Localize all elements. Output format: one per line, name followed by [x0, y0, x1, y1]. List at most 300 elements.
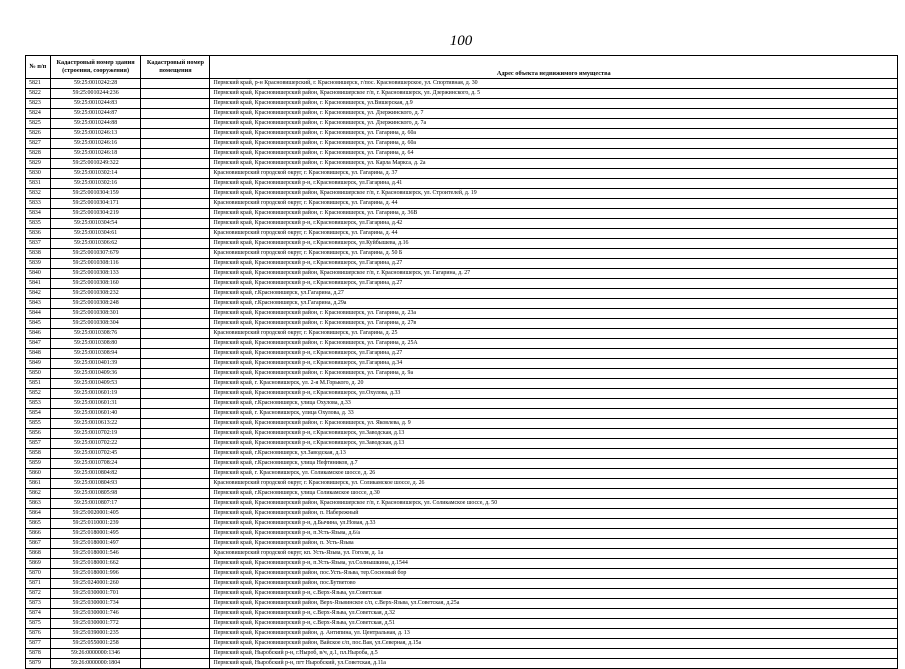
object-address: Пермский край, г. Красновишерск, улица Охулова, д. 33 [210, 409, 898, 419]
premises-cadastral-number [141, 189, 210, 199]
table-row [26, 659, 898, 669]
table-row [26, 419, 898, 429]
premises-cadastral-number [141, 629, 210, 639]
building-cadastral-number: 59:26:0000000:1346 [50, 649, 141, 659]
table-row [26, 519, 898, 529]
row-number: 5832 [26, 189, 51, 199]
object-address: Пермский край, Красновишерский р-н, с.Верх-Язьва, ул.Советская, д.51 [210, 619, 898, 629]
building-cadastral-number: 59:26:0000000:1804 [50, 659, 141, 669]
building-cadastral-number: 59:25:0010804:93 [50, 479, 141, 489]
premises-cadastral-number [141, 219, 210, 229]
premises-cadastral-number [141, 339, 210, 349]
table-row [26, 609, 898, 619]
building-cadastral-number: 59:25:0010807:17 [50, 499, 141, 509]
premises-cadastral-number [141, 109, 210, 119]
table-row [26, 449, 898, 459]
premises-cadastral-number [141, 249, 210, 259]
premises-cadastral-number [141, 649, 210, 659]
table-row [26, 399, 898, 409]
building-cadastral-number: 59:25:0010244:87 [50, 109, 141, 119]
premises-cadastral-number [141, 289, 210, 299]
row-number: 5846 [26, 329, 51, 339]
table-row [26, 589, 898, 599]
premises-cadastral-number [141, 569, 210, 579]
premises-cadastral-number [141, 159, 210, 169]
premises-cadastral-number [141, 439, 210, 449]
building-cadastral-number: 59:25:0010304:159 [50, 189, 141, 199]
building-cadastral-number: 59:25:0300001:734 [50, 599, 141, 609]
premises-cadastral-number [141, 179, 210, 189]
row-number: 5826 [26, 129, 51, 139]
premises-cadastral-number [141, 559, 210, 569]
table-row [26, 359, 898, 369]
object-address: Пермский край, Красновишерский р-н, п.Усть-Язьва, ул.Солнышкина, д.1544 [210, 559, 898, 569]
row-number: 5835 [26, 219, 51, 229]
object-address: Красновишерский городской округ, кп. Усть-Язьва, ул. Гоголя, д. 1а [210, 549, 898, 559]
object-address: Пермский край, Красновишерский район, пос.Усть-Язьва, тер.Сосновый бор [210, 569, 898, 579]
row-number: 5847 [26, 339, 51, 349]
row-number: 5861 [26, 479, 51, 489]
table-row [26, 509, 898, 519]
premises-cadastral-number [141, 499, 210, 509]
building-cadastral-number: 59:25:0010308:116 [50, 259, 141, 269]
premises-cadastral-number [141, 259, 210, 269]
premises-cadastral-number [141, 229, 210, 239]
premises-cadastral-number [141, 409, 210, 419]
row-number: 5834 [26, 209, 51, 219]
building-cadastral-number: 59:25:0300001:701 [50, 589, 141, 599]
row-number: 5821 [26, 79, 51, 89]
building-cadastral-number: 59:25:0010601:31 [50, 399, 141, 409]
object-address: Пермский край, Красновишерский р-н, г.Красновишерск, ул.Куйбышева, д.16 [210, 239, 898, 249]
table-header-row [26, 56, 898, 70]
premises-cadastral-number [141, 89, 210, 99]
building-cadastral-number: 59:25:0010244:83 [50, 99, 141, 109]
object-address: Пермский край, Красновишерский р-н, г.Красновишерск, ул.Гагарина, д.42 [210, 219, 898, 229]
row-number: 5824 [26, 109, 51, 119]
building-cadastral-number: 59:25:0180001:546 [50, 549, 141, 559]
building-cadastral-number: 59:25:0010302:14 [50, 169, 141, 179]
table-row [26, 389, 898, 399]
table-row [26, 159, 898, 169]
row-number: 5853 [26, 399, 51, 409]
table-row [26, 549, 898, 559]
building-cadastral-number: 59:25:0020001:405 [50, 509, 141, 519]
table-row [26, 149, 898, 159]
row-number: 5877 [26, 639, 51, 649]
table-row [26, 599, 898, 609]
building-cadastral-number: 59:25:0010702:22 [50, 439, 141, 449]
premises-cadastral-number [141, 549, 210, 559]
premises-cadastral-number [141, 199, 210, 209]
table-row [26, 479, 898, 489]
premises-cadastral-number [141, 609, 210, 619]
premises-cadastral-number [141, 579, 210, 589]
table-row [26, 79, 898, 89]
row-number: 5843 [26, 299, 51, 309]
premises-cadastral-number [141, 309, 210, 319]
premises-cadastral-number [141, 379, 210, 389]
building-cadastral-number: 59:25:0010244:236 [50, 89, 141, 99]
row-number: 5855 [26, 419, 51, 429]
object-address: Пермский край, Красновишерский район, д. Антипина, ул. Центральная, д. 13 [210, 629, 898, 639]
building-cadastral-number: 59:25:0010242:28 [50, 79, 141, 89]
row-number: 5827 [26, 139, 51, 149]
premises-cadastral-number [141, 149, 210, 159]
table-row [26, 319, 898, 329]
table-body [26, 79, 898, 669]
table-row [26, 459, 898, 469]
object-address: Пермский край, Красновишерский район, п. Усть-Язьва [210, 539, 898, 549]
table-row [26, 579, 898, 589]
building-cadastral-number: 59:25:0180001:662 [50, 559, 141, 569]
object-address: Красновишерский городской округ, г. Красновишерск, ул. Гагарина, д. 44 [210, 199, 898, 209]
building-cadastral-number: 59:25:0240001:260 [50, 579, 141, 589]
object-address: Красновишерский городской округ, г. Красновишерск, ул. Соликамское шоссе, д. 26 [210, 479, 898, 489]
object-address: Пермский край, р-н Красновишерский, г. Красновишерск, г/пос. Красновишерское, ул. Спортивная, д. 30 [210, 79, 898, 89]
building-cadastral-number: 59:25:0180001:996 [50, 569, 141, 579]
registry-table [25, 55, 898, 669]
premises-cadastral-number [141, 239, 210, 249]
premises-cadastral-number [141, 319, 210, 329]
header-address: Адрес объекта недвижимого имущества [210, 70, 898, 79]
object-address: Пермский край, Красновишерский район, г. Красновишерск, ул. Гагарина, д. 36В [210, 209, 898, 219]
object-address: Пермский край, Красновишерский район, Красновишерское г/п, г. Красновишерск, ул. Дзержинского, д. 5 [210, 89, 898, 99]
building-cadastral-number: 59:25:0010244:88 [50, 119, 141, 129]
building-cadastral-number: 59:25:0010304:171 [50, 199, 141, 209]
object-address: Пермский край, Красновишерский р-н, г.Красновишерск, ул.Заводская, д.13 [210, 429, 898, 439]
premises-cadastral-number [141, 419, 210, 429]
object-address: Пермский край, Красновишерский район, Красновишерское г/п, г. Красновишерск, ул. Гагарина, д. 27 [210, 269, 898, 279]
table-row [26, 249, 898, 259]
row-number: 5872 [26, 589, 51, 599]
premises-cadastral-number [141, 359, 210, 369]
object-address: Пермский край, Красновишерский район, г. Красновишерск, ул. Гагарина, д. 27в [210, 319, 898, 329]
row-number: 5868 [26, 549, 51, 559]
building-cadastral-number: 59:25:0010249:322 [50, 159, 141, 169]
table-row [26, 369, 898, 379]
premises-cadastral-number [141, 389, 210, 399]
building-cadastral-number: 59:25:0010307:679 [50, 249, 141, 259]
premises-cadastral-number [141, 299, 210, 309]
object-address: Пермский край, г.Красновишерск, ул.Гагарина, д.27 [210, 289, 898, 299]
building-cadastral-number: 59:25:0010601:19 [50, 389, 141, 399]
object-address: Пермский край, Красновишерский район, г. Красновишерск, ул. Гагарина, д. 25А [210, 339, 898, 349]
building-cadastral-number: 59:25:0010708:24 [50, 459, 141, 469]
object-address: Пермский край, Красновишерский р-н, г.Красновишерск, ул.Гагарина, д.27 [210, 259, 898, 269]
premises-cadastral-number [141, 329, 210, 339]
table-row [26, 279, 898, 289]
row-number: 5864 [26, 509, 51, 519]
object-address: Пермский край, г. Красновишерск, ул. 2-я М.Горького, д. 20 [210, 379, 898, 389]
premises-cadastral-number [141, 599, 210, 609]
building-cadastral-number: 59:25:0010246:13 [50, 129, 141, 139]
premises-cadastral-number [141, 489, 210, 499]
building-cadastral-number: 59:25:0010304:61 [50, 229, 141, 239]
premises-cadastral-number [141, 119, 210, 129]
table-row [26, 529, 898, 539]
object-address: Пермский край, Ныробский р-н, г.Ныроб, в/ч, д.1, пл.Ныроба, д.5 [210, 649, 898, 659]
row-number: 5851 [26, 379, 51, 389]
object-address: Пермский край, Красновишерский район, Красновишерское г/п, г. Красновишерск, ул. Соликамское шоссе, д. 50 [210, 499, 898, 509]
row-number: 5878 [26, 649, 51, 659]
object-address: Пермский край, Красновишерский район, г. Красновишерск, ул. Гагарина, д. 60а [210, 129, 898, 139]
row-number: 5865 [26, 519, 51, 529]
row-number: 5839 [26, 259, 51, 269]
object-address: Пермский край, Красновишерский р-н, г.Красновишерск, ул.Заводская, д.13 [210, 439, 898, 449]
premises-cadastral-number [141, 279, 210, 289]
object-address: Пермский край, Красновишерский район, г. Красновишерск, ул. Дзержинского, д. 7а [210, 119, 898, 129]
object-address: Пермский край, Красновишерский район, г. Красновишерск, ул. Гагарина, д. 64 [210, 149, 898, 159]
row-number: 5860 [26, 469, 51, 479]
building-cadastral-number: 59:25:0010308:133 [50, 269, 141, 279]
premises-cadastral-number [141, 469, 210, 479]
row-number: 5869 [26, 559, 51, 569]
premises-cadastral-number [141, 589, 210, 599]
premises-cadastral-number [141, 639, 210, 649]
premises-cadastral-number [141, 659, 210, 669]
row-number: 5876 [26, 629, 51, 639]
object-address: Пермский край, Красновишерский р-н, г.Красновишерск, ул.Гагарина, д.41 [210, 179, 898, 189]
table-row [26, 119, 898, 129]
object-address: Пермский край, Красновишерский р-н, п.Усть-Язьва, д.6/а [210, 529, 898, 539]
building-cadastral-number: 59:25:0010308:301 [50, 309, 141, 319]
object-address: Пермский край, г.Красновишерск, улица Нефтяников, д.7 [210, 459, 898, 469]
row-number: 5866 [26, 529, 51, 539]
object-address: Пермский край, Красновишерский район, г. Красновишерск, ул. Дзержинского, д. 7 [210, 109, 898, 119]
row-number: 5849 [26, 359, 51, 369]
row-number: 5848 [26, 349, 51, 359]
row-number: 5831 [26, 179, 51, 189]
premises-cadastral-number [141, 169, 210, 179]
row-number: 5840 [26, 269, 51, 279]
row-number: 5842 [26, 289, 51, 299]
building-cadastral-number: 59:25:0010308:76 [50, 329, 141, 339]
table-row [26, 329, 898, 339]
table-row [26, 139, 898, 149]
building-cadastral-number: 59:25:0010613:22 [50, 419, 141, 429]
building-cadastral-number: 59:25:0010308:304 [50, 319, 141, 329]
table-row [26, 409, 898, 419]
row-number: 5854 [26, 409, 51, 419]
row-number: 5856 [26, 429, 51, 439]
building-cadastral-number: 59:25:0010246:18 [50, 149, 141, 159]
object-address: Красновишерский городской округ, г. Красновишерск, ул. Гагарина, д. 37 [210, 169, 898, 179]
object-address: Красновишерский городской округ, г. Красновишерск, ул. Гагарина, д. 50 Б [210, 249, 898, 259]
row-number: 5857 [26, 439, 51, 449]
table-row [26, 629, 898, 639]
object-address: Пермский край, Красновишерский район, г. Красновишерск, ул. Гагарина, д. 60а [210, 139, 898, 149]
table-row [26, 299, 898, 309]
premises-cadastral-number [141, 369, 210, 379]
building-cadastral-number: 59:25:0010308:80 [50, 339, 141, 349]
row-number: 5845 [26, 319, 51, 329]
building-cadastral-number: 59:25:0010302:16 [50, 179, 141, 189]
row-number: 5859 [26, 459, 51, 469]
row-number: 5870 [26, 569, 51, 579]
table-row [26, 269, 898, 279]
table-row [26, 209, 898, 219]
row-number: 5841 [26, 279, 51, 289]
table-row [26, 339, 898, 349]
object-address: Пермский край, Красновишерский район, п. Набережный [210, 509, 898, 519]
table-row [26, 189, 898, 199]
table-row [26, 199, 898, 209]
building-cadastral-number: 59:25:0010601:40 [50, 409, 141, 419]
object-address: Пермский край, Красновишерский район, г. Красновишерск, ул. Яковлева, д. 9 [210, 419, 898, 429]
table-row [26, 639, 898, 649]
building-cadastral-number: 59:25:0010304:219 [50, 209, 141, 219]
building-cadastral-number: 59:25:0390001:235 [50, 629, 141, 639]
building-cadastral-number: 59:25:0110001:239 [50, 519, 141, 529]
building-cadastral-number: 59:25:0010308:248 [50, 299, 141, 309]
object-address: Пермский край, Ныробский р-н, пгт Ныробский, ул.Советская, д.11а [210, 659, 898, 669]
building-cadastral-number: 59:25:0010308:94 [50, 349, 141, 359]
premises-cadastral-number [141, 349, 210, 359]
table-row [26, 289, 898, 299]
table-row [26, 559, 898, 569]
header-address-spacer [210, 56, 898, 70]
table-row [26, 489, 898, 499]
object-address: Пермский край, г. Красновишерск, ул. Соликамское шоссе, д. 26 [210, 469, 898, 479]
premises-cadastral-number [141, 209, 210, 219]
object-address: Пермский край, г.Красновишерск, ул.Гагарина, д.29а [210, 299, 898, 309]
building-cadastral-number: 59:25:0010702:45 [50, 449, 141, 459]
row-number: 5823 [26, 99, 51, 109]
row-number: 5858 [26, 449, 51, 459]
building-cadastral-number: 59:25:0300001:746 [50, 609, 141, 619]
object-address: Пермский край, Красновишерский р-н, с.Верх-Язьва, ул.Советская [210, 589, 898, 599]
table-row [26, 309, 898, 319]
object-address: Пермский край, Красновишерский район, Вайское с/п, пос.Вая, ул.Северная, д.15а [210, 639, 898, 649]
premises-cadastral-number [141, 459, 210, 469]
row-number: 5875 [26, 619, 51, 629]
object-address: Пермский край, Красновишерский р-н, д.Бычина, ул.Новая, д.33 [210, 519, 898, 529]
premises-cadastral-number [141, 79, 210, 89]
building-cadastral-number: 59:25:0180001:497 [50, 539, 141, 549]
object-address: Пермский край, Красновишерский район, Красновишерское г/п, г. Красновишерск, ул. Строителей, д. 19 [210, 189, 898, 199]
row-number: 5879 [26, 659, 51, 669]
premises-cadastral-number [141, 399, 210, 409]
premises-cadastral-number [141, 429, 210, 439]
row-number: 5852 [26, 389, 51, 399]
object-address: Пермский край, Красновишерский район, Верх-Язьвинское с/п, с.Верх-Язьва, ул.Советская, д.25а [210, 599, 898, 609]
row-number: 5828 [26, 149, 51, 159]
row-number: 5867 [26, 539, 51, 549]
row-number: 5829 [26, 159, 51, 169]
object-address: Пермский край, г.Красновишерск, улица Соликамское шоссе, д.30 [210, 489, 898, 499]
building-cadastral-number: 59:25:0300001:772 [50, 619, 141, 629]
row-number: 5862 [26, 489, 51, 499]
row-number: 5836 [26, 229, 51, 239]
table-row [26, 89, 898, 99]
building-cadastral-number: 59:25:0010409:53 [50, 379, 141, 389]
object-address: Пермский край, Красновишерский р-н, г.Красновишерск, ул.Гагарина, д.27 [210, 349, 898, 359]
row-number: 5825 [26, 119, 51, 129]
premises-cadastral-number [141, 619, 210, 629]
building-cadastral-number: 59:25:0010805:98 [50, 489, 141, 499]
table-row [26, 429, 898, 439]
row-number: 5863 [26, 499, 51, 509]
object-address: Красновишерский городской округ, г. Красновишерск, ул. Гагарина, д. 44 [210, 229, 898, 239]
header-num: № п/п [26, 56, 51, 79]
table-row [26, 349, 898, 359]
table-row [26, 499, 898, 509]
table-row [26, 539, 898, 549]
premises-cadastral-number [141, 269, 210, 279]
table-row [26, 99, 898, 109]
building-cadastral-number: 59:25:0010804:82 [50, 469, 141, 479]
object-address: Пермский край, Красновишерский район, г. Красновишерск, ул. Карла Маркса, д. 2а [210, 159, 898, 169]
building-cadastral-number: 59:25:0010304:54 [50, 219, 141, 229]
building-cadastral-number: 59:25:0550001:258 [50, 639, 141, 649]
building-cadastral-number: 59:25:0010306:62 [50, 239, 141, 249]
premises-cadastral-number [141, 479, 210, 489]
object-address: Пермский край, г.Красновишерск, ул.Заводская, д.13 [210, 449, 898, 459]
table-row [26, 619, 898, 629]
premises-cadastral-number [141, 509, 210, 519]
table-row [26, 169, 898, 179]
building-cadastral-number: 59:25:0010409:36 [50, 369, 141, 379]
row-number: 5838 [26, 249, 51, 259]
premises-cadastral-number [141, 139, 210, 149]
object-address: Пермский край, Красновишерский район, г. Красновишерск, ул. Гагарина, д. 23а [210, 309, 898, 319]
building-cadastral-number: 59:25:0010702:19 [50, 429, 141, 439]
building-cadastral-number: 59:25:0010308:232 [50, 289, 141, 299]
building-cadastral-number: 59:25:0180001:495 [50, 529, 141, 539]
row-number: 5873 [26, 599, 51, 609]
table-row [26, 439, 898, 449]
table-row [26, 179, 898, 189]
object-address: Пермский край, Красновишерский р-н, г.Красновишерск, ул.Гагарина, д.34 [210, 359, 898, 369]
premises-cadastral-number [141, 99, 210, 109]
table-row [26, 649, 898, 659]
row-number: 5850 [26, 369, 51, 379]
object-address: Пермский край, Красновишерский район, г. Красновишерск, ул.Вишерская, д.9 [210, 99, 898, 109]
table-row [26, 109, 898, 119]
table-row [26, 129, 898, 139]
object-address: Пермский край, г.Красновишерск, улица Охулова, д.33 [210, 399, 898, 409]
table-row [26, 569, 898, 579]
building-cadastral-number: 59:25:0010246:16 [50, 139, 141, 149]
header-premises-cadastral: Кадастровый номер помещения [141, 56, 210, 79]
row-number: 5837 [26, 239, 51, 249]
header-building-cadastral: Кадастровый номер здания (строения, сооружения) [50, 56, 141, 79]
object-address: Пермский край, Красновишерский р-н, г.Красновишерск, ул.Гагарина, д.27 [210, 279, 898, 289]
premises-cadastral-number [141, 519, 210, 529]
table-row [26, 229, 898, 239]
building-cadastral-number: 59:25:0010401:39 [50, 359, 141, 369]
table-row [26, 379, 898, 389]
premises-cadastral-number [141, 539, 210, 549]
table-row [26, 259, 898, 269]
object-address: Пермский край, Красновишерский район, г. Красновишерск, ул. Гагарина, д. 9а [210, 369, 898, 379]
table-row [26, 219, 898, 229]
object-address: Пермский край, Красновишерский р-н, г.Красновишерск, ул.Охулова, д.33 [210, 389, 898, 399]
row-number: 5874 [26, 609, 51, 619]
row-number: 5871 [26, 579, 51, 589]
table-row [26, 469, 898, 479]
object-address: Красновишерский городской округ, г. Красновишерск, ул. Гагарина, д. 25 [210, 329, 898, 339]
row-number: 5844 [26, 309, 51, 319]
premises-cadastral-number [141, 449, 210, 459]
page-number: 100 [449, 33, 473, 49]
row-number: 5822 [26, 89, 51, 99]
object-address: Пермский край, Красновишерский район, пос.Бутветово [210, 579, 898, 589]
table-row [26, 239, 898, 249]
row-number: 5830 [26, 169, 51, 179]
object-address: Пермский край, Красновишерский р-н, с.Верх-Язьва, ул.Советская, д.32 [210, 609, 898, 619]
